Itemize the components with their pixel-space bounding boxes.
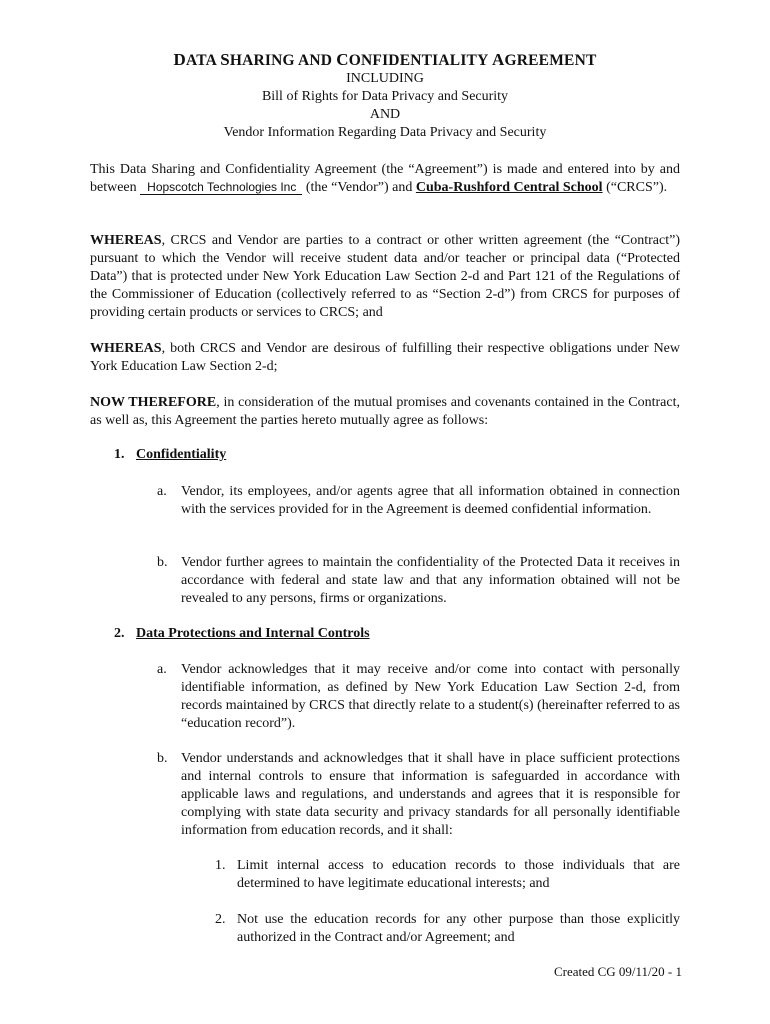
section-1-item-b: b. Vendor further agrees to maintain the confidentiality of the Protected Data it receives in accordance with federal and state law and that any information obtained will not be revealed to any persons, firms or organizations. <box>157 555 680 606</box>
vendor-name-field[interactable]: Hopscotch Technologies Inc <box>140 180 302 195</box>
intro-paragraph: This Data Sharing and Confidentiality Agreement (the “Agreement”) is made and entered into by and between Hopscotch Technologies Inc (the “Vendor”) and Cuba-Rushford Central School (“CRCS”). <box>90 162 680 195</box>
whereas-paragraph-1: WHEREAS, CRCS and Vendor are parties to a contract or other written agreement (the “Contract”) pursuant to which the Vendor will receive student data and/or teacher or principal data (“Protected Data”) that is protected under New York Education Law Section 2-d and Part 121 of the Regulations of the Commissioner of Education (collectively referred to as “Section 2-d”) from CRCS for purposes of providing certain products or services to CRCS; and <box>90 233 680 320</box>
section-2-item-b: b. Vendor understands and acknowledges that it shall have in place sufficient protections and internal controls to ensure that information is safeguarded in accordance with applicable laws and regulations, and understands and agrees that it is responsible for complying with state data security and privacy standards for all personally identifiable information from education records, and it shall: <box>157 751 680 838</box>
document-title: DATA SHARING AND CONFIDENTIALITY AGREEMENT <box>173 50 597 69</box>
whereas-paragraph-2: WHEREAS, both CRCS and Vendor are desirous of fulfilling their respective obligations under New York Education Law Section 2-d; <box>90 341 680 374</box>
section-2-subitem-2: 2. Not use the education records for any other purpose than those explicitly authorized in the Contract and/or Agreement; and <box>215 912 680 945</box>
now-therefore-paragraph: NOW THEREFORE, in consideration of the mutual promises and covenants contained in the Contract, as well as, this Agreement the parties hereto mutually agree as follows: <box>90 395 680 428</box>
subtitle-vendor-information: Vendor Information Regarding Data Privacy and Security <box>223 125 547 140</box>
section-1-item-a: a. Vendor, its employees, and/or agents agree that all information obtained in connection with the services provided for in the Agreement is deemed confidential information. <box>157 484 680 517</box>
section-1-heading: 1. Confidentiality <box>114 447 227 462</box>
section-2-item-a: a. Vendor acknowledges that it may receive and/or come into contact with personally identifiable information, as defined by New York Education Law Section 2-d, from records maintained by CRCS that directly relate to a student(s) (hereinafter referred to as “education record”). <box>157 662 680 731</box>
subtitle-including: INCLUDING <box>346 71 424 86</box>
page-footer: Created CG 09/11/20 - 1 <box>553 964 682 979</box>
section-2-heading: 2. Data Protections and Internal Controls <box>114 626 370 641</box>
subtitle-and: AND <box>369 107 401 122</box>
subtitle-bill-of-rights: Bill of Rights for Data Privacy and Security <box>261 89 509 104</box>
school-name: Cuba-Rushford Central School <box>415 180 603 195</box>
section-2-subitem-1: 1. Limit internal access to education records to those individuals that are determined to have legitimate educational interests; and <box>215 858 680 891</box>
